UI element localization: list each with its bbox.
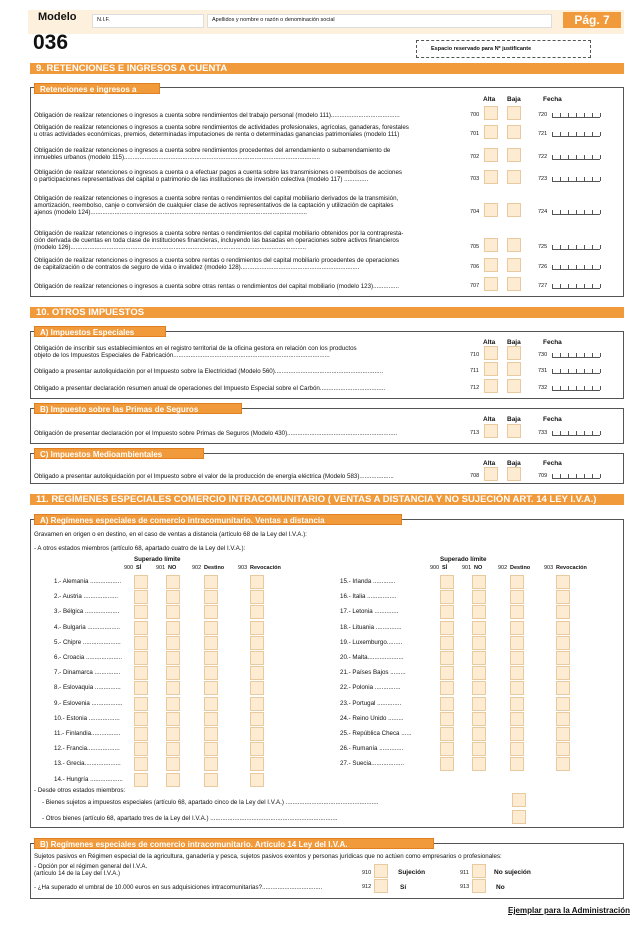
s10c-row-date-field[interactable] xyxy=(552,471,600,479)
s10a-baja-header: Baja xyxy=(507,339,521,346)
left-country-9-box-0[interactable] xyxy=(134,712,148,726)
s10a-row-0-code2: 730 xyxy=(538,352,548,358)
section-10c-sub: C) Impuestos Medioambientales xyxy=(34,448,204,459)
s9-row-6-baja-checkbox[interactable] xyxy=(507,258,521,272)
s11-intro: Gravamen en origen o en destino, en el caso de ventas a distancia (artículo 68 de la Ley del I.V.A.): xyxy=(34,531,307,538)
right-country-6-box-3[interactable] xyxy=(556,666,570,680)
right-country-9: 24.- Reino Unido ......... xyxy=(340,714,404,722)
left-c902: 902 xyxy=(192,565,202,571)
s10a-row-1-code2: 731 xyxy=(538,368,548,374)
right-country-9-box-1[interactable] xyxy=(472,712,486,726)
right-country-10-box-2[interactable] xyxy=(510,727,524,741)
s10b-row-date-field[interactable] xyxy=(552,428,600,436)
right-c903: 903 xyxy=(544,565,554,571)
footer-label: Ejemplar para la Administración xyxy=(508,906,630,915)
right-country-8-box-3[interactable] xyxy=(556,697,570,711)
s11-umbral: - ¿Ha superado el umbral de 10.000 euros en sus adquisiciones intracomunitarias?................................... xyxy=(34,884,323,891)
left-country-11-box-2[interactable] xyxy=(204,742,218,756)
s10a-row-2-code2: 732 xyxy=(538,385,548,391)
right-country-0-box-0[interactable] xyxy=(440,575,454,589)
s9-row-6-code1: 706 xyxy=(470,264,480,270)
s9-row-3-baja-checkbox[interactable] xyxy=(507,170,521,184)
s11-sujetos: Sujetos pasivos en Régimen especial de la agricultura, ganadería y pesca, sujetos pasivos exentos y personas jurídicas que no actúen como empresarios o profesionales: xyxy=(34,853,502,860)
left-superado: Superado límite xyxy=(134,556,181,563)
s9-row-2-code1: 702 xyxy=(470,154,480,160)
right-country-12-box-1[interactable] xyxy=(472,757,486,771)
right-c901: 901 xyxy=(462,565,472,571)
right-si: SÍ xyxy=(442,565,448,571)
left-country-13-box-2[interactable] xyxy=(204,773,218,787)
section-11b-sub: B) Regímenes especiales de comercio intracomunitario. Artículo 14 Ley del I.V.A. xyxy=(34,838,434,849)
s9-row-3-code2: 723 xyxy=(538,176,548,182)
fecha-header: Fecha xyxy=(543,96,562,103)
s9-row-1-code1: 701 xyxy=(470,131,480,137)
left-country-4-box-0[interactable] xyxy=(134,636,148,650)
s10b-row-alta-checkbox[interactable] xyxy=(484,424,498,438)
no-sujecion-checkbox[interactable] xyxy=(472,864,486,878)
right-country-7: 22.- Polonia ............... xyxy=(340,684,401,692)
left-country-2-box-3[interactable] xyxy=(250,605,264,619)
right-country-1-box-0[interactable] xyxy=(440,590,454,604)
left-country-12-box-1[interactable] xyxy=(166,757,180,771)
s9-row-4-code2: 724 xyxy=(538,209,548,215)
right-country-10-box-1[interactable] xyxy=(472,727,486,741)
modelo-number: 036 xyxy=(33,31,69,54)
right-country-5-box-1[interactable] xyxy=(472,651,486,665)
s10c-fecha-header: Fecha xyxy=(543,460,562,467)
left-country-8-box-2[interactable] xyxy=(204,697,218,711)
left-country-5: 6.- Croacia ..................... xyxy=(54,654,123,661)
left-country-7-box-1[interactable] xyxy=(166,681,180,695)
right-country-1-box-2[interactable] xyxy=(510,590,524,604)
s10a-fecha-header: Fecha xyxy=(543,339,562,346)
s10a-row-0-code1: 710 xyxy=(470,352,480,358)
umbral-si-checkbox[interactable] xyxy=(374,879,388,893)
right-destino: Destino xyxy=(510,565,531,571)
s11-desde: - Desde otros estados miembros: xyxy=(34,787,126,794)
left-country-3-box-3[interactable] xyxy=(250,621,264,635)
s9-row-0-alta-checkbox[interactable] xyxy=(484,106,498,120)
left-country-6: 7.- Dinamarca ............... xyxy=(54,669,121,677)
left-c900: 900 xyxy=(124,565,134,571)
s10b-baja-header: Baja xyxy=(507,416,521,423)
section-9-sub: Retenciones e ingresos a cuenta xyxy=(34,83,160,94)
alta-header: Alta xyxy=(483,96,496,103)
left-country-6-box-1[interactable] xyxy=(166,666,180,680)
s10c-row-text: Obligado a presentar autoliquidación por el Impuesto sobre el valor de la producción de energía eléctrica (Modelo 583).................... xyxy=(34,473,394,480)
left-country-13: 14.- Hungría ................... xyxy=(54,775,123,783)
left-country-9: 10.- Estonia .................. xyxy=(54,714,120,722)
code-911: 911 xyxy=(460,870,469,876)
left-country-5-box-3[interactable] xyxy=(250,651,264,665)
right-superado: Superado límite xyxy=(440,556,487,563)
left-country-5-box-1[interactable] xyxy=(166,651,180,665)
left-country-11-box-3[interactable] xyxy=(250,742,264,756)
right-country-3-box-2[interactable] xyxy=(510,621,524,635)
s9-row-2-date-field[interactable] xyxy=(552,152,600,160)
s10b-row-code1: 713 xyxy=(470,430,480,436)
left-country-8-box-1[interactable] xyxy=(166,697,180,711)
section-10b-sub: B) Impuesto sobre las Primas de Seguros xyxy=(34,403,242,414)
left-country-12: 13.- Grecia..................... xyxy=(54,760,121,768)
s9-row-7-date-field[interactable] xyxy=(552,281,600,289)
left-country-8: 9.- Eslovenia .................. xyxy=(54,699,123,707)
left-country-9-box-3[interactable] xyxy=(250,712,264,726)
left-country-8-box-0[interactable] xyxy=(134,697,148,711)
right-country-0-box-3[interactable] xyxy=(556,575,570,589)
right-country-6-box-2[interactable] xyxy=(510,666,524,680)
umbral-no-label: No xyxy=(496,884,505,891)
s9-row-5-baja-checkbox[interactable] xyxy=(507,238,521,252)
s9-row-7-text: Obligación de realizar retenciones o ingresos a cuenta sobre otras rentas o rendimientos del capital mobiliario (modelo 123)............... xyxy=(34,283,399,290)
left-country-9-box-2[interactable] xyxy=(204,712,218,726)
s9-row-2-code2: 722 xyxy=(538,154,548,160)
left-country-4-box-1[interactable] xyxy=(166,636,180,650)
left-c901: 901 xyxy=(156,565,166,571)
right-c900: 900 xyxy=(430,565,440,571)
s10b-row-text: Obligación de presentar declaración por el Impuesto sobre Primas de Seguros (Modelo 430)................................................................ xyxy=(34,430,398,437)
s9-row-1-date-field[interactable] xyxy=(552,129,600,137)
right-country-8-box-0[interactable] xyxy=(440,697,454,711)
left-country-0: 1.- Alemania .................. xyxy=(54,578,122,585)
right-country-7-box-1[interactable] xyxy=(472,681,486,695)
s9-row-4-baja-checkbox[interactable] xyxy=(507,203,521,217)
right-country-1: 16.- Italia ................. xyxy=(340,593,397,601)
right-country-6: 21.- Países Bajos ......... xyxy=(340,669,406,677)
right-country-11-box-1[interactable] xyxy=(472,742,486,756)
left-country-3-box-2[interactable] xyxy=(204,621,218,635)
left-country-12-box-0[interactable] xyxy=(134,757,148,771)
s10a-row-0-text: Obligación de inscribir sus establecimientos en el registro territorial de la oficina gestora en relación con los productos objeto de los Impuestos Especiales de Fabricación........................................................................................... xyxy=(34,345,357,359)
right-country-9-box-2[interactable] xyxy=(510,712,524,726)
left-country-5-box-0[interactable] xyxy=(134,651,148,665)
left-country-1-box-2[interactable] xyxy=(204,590,218,604)
s9-row-2-alta-checkbox[interactable] xyxy=(484,148,498,162)
right-country-0-box-1[interactable] xyxy=(472,575,486,589)
right-country-6-box-0[interactable] xyxy=(440,666,454,680)
s9-row-7-alta-checkbox[interactable] xyxy=(484,277,498,291)
left-destino: Destino xyxy=(204,565,225,571)
s11-otros: - A otros estados miembros (artículo 68, apartado cuatro de la Ley del I.V.A.): xyxy=(34,545,246,552)
left-country-0-box-0[interactable] xyxy=(134,575,148,589)
right-country-7-box-3[interactable] xyxy=(556,681,570,695)
section-11a-sub: A) Regímenes especiales de comercio intracomunitario. Ventas a distancia xyxy=(34,514,402,525)
left-country-1-box-3[interactable] xyxy=(250,590,264,604)
s10c-row-code1: 708 xyxy=(470,473,480,479)
left-country-12-box-3[interactable] xyxy=(250,757,264,771)
s10b-row-code2: 733 xyxy=(538,430,548,436)
s9-row-7-code2: 727 xyxy=(538,283,548,289)
s10b-alta-header: Alta xyxy=(483,416,496,423)
right-country-12: 27.- Suecia................... xyxy=(340,760,404,768)
right-country-0: 15.- Irlanda ............. xyxy=(340,578,396,585)
right-country-9-box-3[interactable] xyxy=(556,712,570,726)
s9-row-3-code1: 703 xyxy=(470,176,480,182)
left-revocacion: Revocación xyxy=(250,565,281,571)
s9-row-1-text: Obligación de realizar retenciones o ingresos a cuenta sobre rendimientos de actividades profesionales, agrícolas, ganaderas, forestales u otras actividades económicas, premios, determinadas imputaciones de renta o determinadas ganancias patrimoniales (modelo 111) xyxy=(34,124,409,138)
right-country-11-box-3[interactable] xyxy=(556,742,570,756)
right-country-2: 17.- Letonia .............. xyxy=(340,608,399,616)
left-country-3-box-1[interactable] xyxy=(166,621,180,635)
right-country-11: 26.- Rumanía .............. xyxy=(340,745,404,753)
s9-row-1-code2: 721 xyxy=(538,131,548,137)
s10a-row-2-alta-checkbox[interactable] xyxy=(484,379,498,393)
s9-row-5-text: Obligación de realizar retenciones o ingresos a cuenta sobre rentas o rendimientos del capital mobiliario obtenidos por la contrapresta- ción derivada de cuentas en toda clase de instituciones financieras, incluyendo las basadas en operaciones sobre activos financieros (modelo 126)......................................................................................................................................... xyxy=(34,230,404,251)
right-country-4-box-3[interactable] xyxy=(556,636,570,650)
s9-row-2-text: Obligación de realizar retenciones o ingresos a cuenta sobre rendimientos procedentes del arrendamiento o subarrendamiento de inmuebles urbanos (modelo 115).................................................................................................................. xyxy=(34,147,391,161)
left-country-12-box-2[interactable] xyxy=(204,757,218,771)
left-country-2-box-1[interactable] xyxy=(166,605,180,619)
right-country-11-box-2[interactable] xyxy=(510,742,524,756)
s10a-row-0-alta-checkbox[interactable] xyxy=(484,346,498,360)
right-country-9-box-0[interactable] xyxy=(440,712,454,726)
right-country-3-box-3[interactable] xyxy=(556,621,570,635)
s10c-row-baja-checkbox[interactable] xyxy=(507,467,521,481)
s9-row-5-code1: 705 xyxy=(470,244,480,250)
right-no: NO xyxy=(474,565,483,571)
no-sujecion-label: No sujeción xyxy=(494,869,531,876)
right-country-4-box-1[interactable] xyxy=(472,636,486,650)
right-country-4-box-2[interactable] xyxy=(510,636,524,650)
right-c902: 902 xyxy=(498,565,508,571)
s9-row-7-code1: 707 xyxy=(470,283,480,289)
s11-otros-bienes: - Otros bienes (artículo 68, apartado tres de la Ley del I.V.A.) .......................................................................... xyxy=(42,815,338,822)
left-country-3: 4.- Bulgaria ................... xyxy=(54,623,121,631)
left-country-9-box-1[interactable] xyxy=(166,712,180,726)
left-country-13-box-3[interactable] xyxy=(250,773,264,787)
s10c-row-alta-checkbox[interactable] xyxy=(484,467,498,481)
s11-opcion: - Opción por el régimen general del I.V.A. (artículo 14 de la Ley del I.V.A.) xyxy=(34,863,148,877)
s10a-alta-header: Alta xyxy=(483,339,496,346)
right-country-1-box-3[interactable] xyxy=(556,590,570,604)
modelo-label: Modelo xyxy=(38,11,77,23)
left-country-2-box-0[interactable] xyxy=(134,605,148,619)
section-9-title: 9. RETENCIONES E INGRESOS A CUENTA xyxy=(30,63,624,74)
right-country-4: 19.- Luxemburgo......... xyxy=(340,638,403,646)
left-country-3-box-0[interactable] xyxy=(134,621,148,635)
right-country-3: 18.- Lituania ............... xyxy=(340,623,402,631)
nif-label: N.I.F. xyxy=(97,17,110,23)
section-11-title: 11. REGÍMENES ESPECIALES COMERCIO INTRACOMUNITARIO ( VENTAS A DISTANCIA Y NO SUJECIÓN ART. 14 LEY I.V.A.) xyxy=(30,494,624,505)
left-country-6-box-3[interactable] xyxy=(250,666,264,680)
s10a-row-1-alta-checkbox[interactable] xyxy=(484,362,498,376)
left-country-10-box-3[interactable] xyxy=(250,727,264,741)
s9-row-4-alta-checkbox[interactable] xyxy=(484,203,498,217)
umbral-no-checkbox[interactable] xyxy=(472,879,486,893)
sujecion-label: Sujeción xyxy=(398,869,426,876)
right-country-2-box-2[interactable] xyxy=(510,605,524,619)
s9-row-4-text: Obligación de realizar retenciones o ingresos a cuenta sobre rentas o rendimientos del capital mobiliario derivados de la transmisión, amortización, reembolso, canje o conversión de cualquier clase de activos representativos de la captación y utilización de capitales ajenos (modelo 124).............................................................................................................................. xyxy=(34,195,399,216)
right-country-12-box-0[interactable] xyxy=(440,757,454,771)
right-country-5-box-3[interactable] xyxy=(556,651,570,665)
left-country-2-box-2[interactable] xyxy=(204,605,218,619)
s10a-row-1-date-field[interactable] xyxy=(552,366,600,374)
right-country-1-box-1[interactable] xyxy=(472,590,486,604)
right-country-3-box-1[interactable] xyxy=(472,621,486,635)
left-country-7-box-3[interactable] xyxy=(250,681,264,695)
left-country-10-box-0[interactable] xyxy=(134,727,148,741)
s9-row-6-date-field[interactable] xyxy=(552,262,600,270)
left-country-4-box-3[interactable] xyxy=(250,636,264,650)
s10c-row-code2: 709 xyxy=(538,473,548,479)
nif-field[interactable] xyxy=(92,14,204,28)
right-country-2-box-1[interactable] xyxy=(472,605,486,619)
s9-row-0-date-field[interactable] xyxy=(552,110,600,118)
s9-row-3-date-field[interactable] xyxy=(552,174,600,182)
s9-row-1-alta-checkbox[interactable] xyxy=(484,125,498,139)
left-c903: 903 xyxy=(238,565,248,571)
s9-row-1-baja-checkbox[interactable] xyxy=(507,125,521,139)
right-country-12-box-2[interactable] xyxy=(510,757,524,771)
name-label: Apellidos y nombre o razón o denominación social xyxy=(212,17,335,23)
right-country-5: 20.- Malta..................... xyxy=(340,654,404,661)
left-country-7-box-2[interactable] xyxy=(204,681,218,695)
s9-row-7-baja-checkbox[interactable] xyxy=(507,277,521,291)
left-country-8-box-3[interactable] xyxy=(250,697,264,711)
s9-row-6-alta-checkbox[interactable] xyxy=(484,258,498,272)
left-country-0-box-1[interactable] xyxy=(166,575,180,589)
right-country-3-box-0[interactable] xyxy=(440,621,454,635)
s9-row-5-date-field[interactable] xyxy=(552,242,600,250)
s10c-alta-header: Alta xyxy=(483,460,496,467)
page-badge: Pág. 7 xyxy=(563,12,621,28)
s9-row-0-baja-checkbox[interactable] xyxy=(507,106,521,120)
right-country-7-box-2[interactable] xyxy=(510,681,524,695)
right-country-0-box-2[interactable] xyxy=(510,575,524,589)
right-country-5-box-2[interactable] xyxy=(510,651,524,665)
right-country-2-box-3[interactable] xyxy=(556,605,570,619)
right-country-8-box-1[interactable] xyxy=(472,697,486,711)
section-10-title: 10. OTROS IMPUESTOS xyxy=(30,307,624,318)
left-country-11-box-1[interactable] xyxy=(166,742,180,756)
right-country-12-box-3[interactable] xyxy=(556,757,570,771)
s9-row-2-baja-checkbox[interactable] xyxy=(507,148,521,162)
left-country-7: 8.- Eslovaquia ............... xyxy=(54,684,121,692)
sujecion-checkbox[interactable] xyxy=(374,864,388,878)
s9-row-4-code1: 704 xyxy=(470,209,480,215)
left-country-6-box-0[interactable] xyxy=(134,666,148,680)
right-country-4-box-0[interactable] xyxy=(440,636,454,650)
s10a-row-0-baja-checkbox[interactable] xyxy=(507,346,521,360)
s10a-row-1-code1: 711 xyxy=(470,368,479,374)
left-country-0-box-3[interactable] xyxy=(250,575,264,589)
left-country-0-box-2[interactable] xyxy=(204,575,218,589)
left-country-13-box-1[interactable] xyxy=(166,773,180,787)
code-910: 910 xyxy=(362,870,372,876)
left-country-4: 5.- Chipre ...................... xyxy=(54,638,121,646)
s9-row-4-date-field[interactable] xyxy=(552,207,600,215)
s11-bienes: - Bienes sujetos a impuestos especiales (artículo 68, apartado cinco de la Ley del I.V.A.) ...................................................... xyxy=(42,799,379,806)
s10b-row-baja-checkbox[interactable] xyxy=(507,424,521,438)
left-no: NO xyxy=(168,565,177,571)
s9-row-6-code2: 726 xyxy=(538,264,548,270)
left-si: SÍ xyxy=(136,565,142,571)
left-country-1: 2.- Austria .................... xyxy=(54,593,118,601)
s9-row-0-text: Obligación de realizar retenciones o ingresos a cuenta sobre rendimientos del trabajo personal (modelo 111)........................................ xyxy=(34,112,400,119)
right-country-2-box-0[interactable] xyxy=(440,605,454,619)
s9-row-0-code2: 720 xyxy=(538,112,548,118)
left-country-11: 12.- Francia................... xyxy=(54,745,120,753)
left-country-1-box-0[interactable] xyxy=(134,590,148,604)
s10a-row-2-code1: 712 xyxy=(470,385,480,391)
s10a-row-2-text: Obligado a presentar declaración resumen anual de operaciones del Impuesto Especial sobre el Carbón...................................... xyxy=(34,385,386,392)
s10a-row-2-baja-checkbox[interactable] xyxy=(507,379,521,393)
s10a-row-2-date-field[interactable] xyxy=(552,383,600,391)
right-country-10: 25.- República Checa ...... xyxy=(340,730,412,737)
s9-row-3-alta-checkbox[interactable] xyxy=(484,170,498,184)
s10a-row-1-text: Obligado a presentar autoliquidación por el Impuesto sobre la Electricidad (Modelo 560)............................................................... xyxy=(34,368,384,375)
left-country-6-box-2[interactable] xyxy=(204,666,218,680)
right-revocacion: Revocación xyxy=(556,565,587,571)
left-country-4-box-2[interactable] xyxy=(204,636,218,650)
right-country-6-box-1[interactable] xyxy=(472,666,486,680)
reserved-label: Espacio reservado para Nº justificante xyxy=(431,46,532,52)
reserved-box xyxy=(416,40,591,58)
right-country-8-box-2[interactable] xyxy=(510,697,524,711)
umbral-si-label: Sí xyxy=(400,884,407,891)
s9-row-0-code1: 700 xyxy=(470,112,480,118)
bienes-checkbox[interactable] xyxy=(512,793,526,807)
s10b-fecha-header: Fecha xyxy=(543,416,562,423)
s10c-baja-header: Baja xyxy=(507,460,521,467)
s10a-row-1-baja-checkbox[interactable] xyxy=(507,362,521,376)
s9-row-6-text: Obligación de realizar retenciones o ingresos a cuenta sobre rentas o rendimientos del capital mobiliario procedentes de operaciones de capitalización o de contratos de seguro de vida o invalidez (modelo 128)..................................................................... xyxy=(34,257,400,271)
right-country-7-box-0[interactable] xyxy=(440,681,454,695)
left-country-5-box-2[interactable] xyxy=(204,651,218,665)
otros-bienes-checkbox[interactable] xyxy=(512,810,526,824)
s9-row-3-text: Obligación de realizar retenciones o ingresos a cuenta o a efectuar pagos a cuenta sobre las transmisiones o reembolsos de acciones o participaciones representativas del capital o patrimonio de las instituciones de inversión colectiva (modelo 117) .............. xyxy=(34,169,403,183)
left-country-7-box-0[interactable] xyxy=(134,681,148,695)
right-country-5-box-0[interactable] xyxy=(440,651,454,665)
right-country-11-box-0[interactable] xyxy=(440,742,454,756)
right-country-8: 23.- Portugal .............. xyxy=(340,699,402,707)
left-country-2: 3.- Bélgica .................... xyxy=(54,608,120,616)
name-field[interactable] xyxy=(207,14,552,28)
section-10a-sub: A) Impuestos Especiales xyxy=(34,326,166,337)
left-country-10: 11.- Finlandia................. xyxy=(54,730,121,737)
right-country-10-box-0[interactable] xyxy=(440,727,454,741)
s9-row-5-code2: 725 xyxy=(538,244,548,250)
left-country-1-box-1[interactable] xyxy=(166,590,180,604)
code-913: 913 xyxy=(460,884,470,890)
right-country-10-box-3[interactable] xyxy=(556,727,570,741)
s10a-row-0-date-field[interactable] xyxy=(552,350,600,358)
left-country-10-box-2[interactable] xyxy=(204,727,218,741)
left-country-11-box-0[interactable] xyxy=(134,742,148,756)
code-912: 912 xyxy=(362,884,372,890)
baja-header: Baja xyxy=(507,96,521,103)
left-country-13-box-0[interactable] xyxy=(134,773,148,787)
left-country-10-box-1[interactable] xyxy=(166,727,180,741)
s9-row-5-alta-checkbox[interactable] xyxy=(484,238,498,252)
